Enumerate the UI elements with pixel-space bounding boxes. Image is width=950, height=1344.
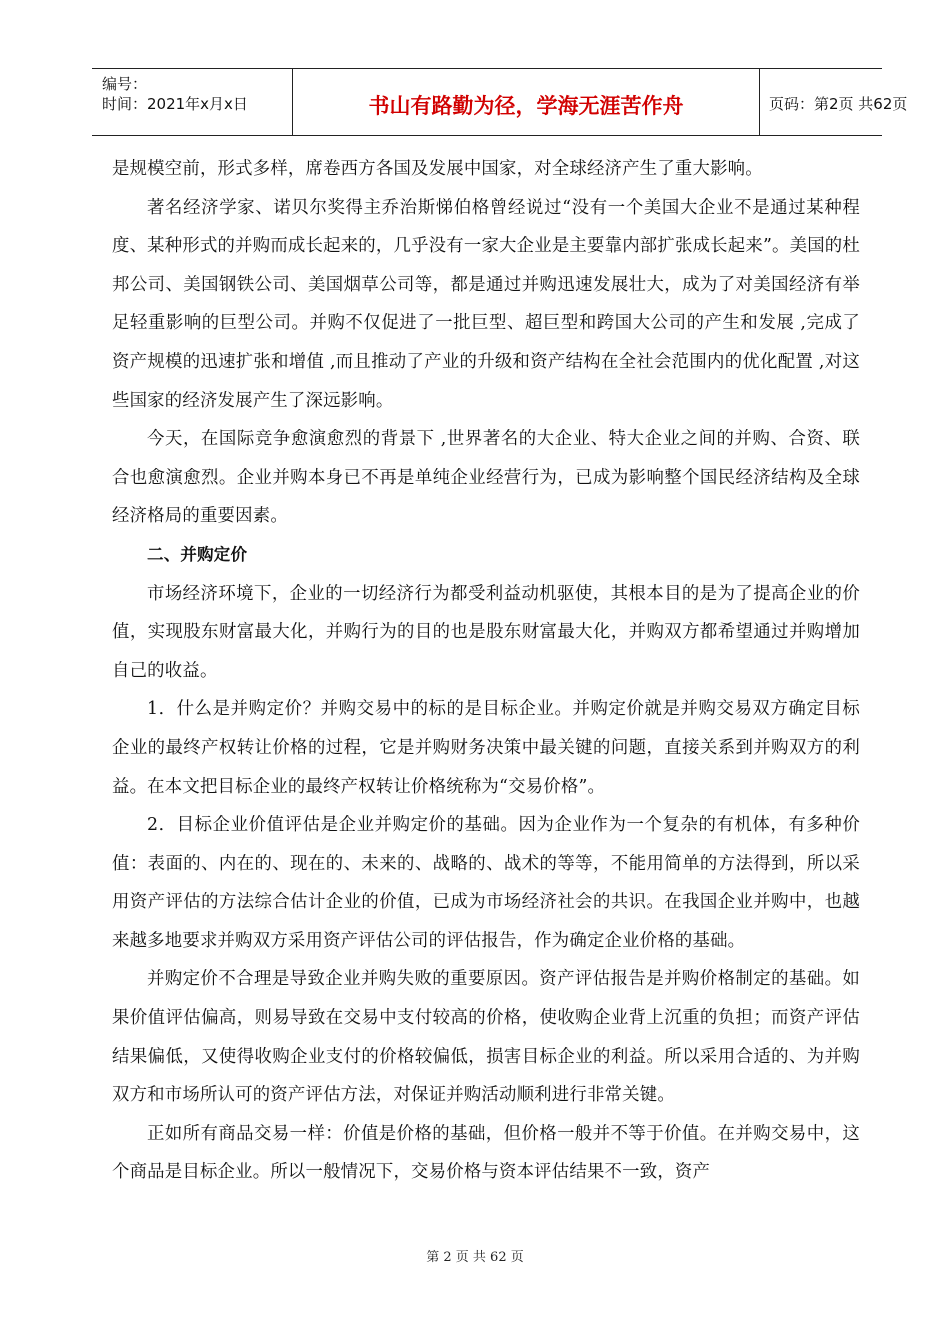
header-motto: 书山有路勤为径，学海无涯苦作舟 [368,94,684,118]
body-paragraph: 是规模空前，形式多样，席卷西方各国及发展中国家，对全球经济产生了重大影响。 [112,159,763,179]
document-number-label: 编号： [102,75,148,93]
body-paragraph: 市场经济环境下，企业的一切经济行为都受利益动机驱使，其根本目的是为了提高企业的价值，实现股东财富最大化，并购行为的目的也是股东财富最大化，并购双方都希望通过并购增加自己的收益。 [112,583,860,681]
body-paragraph: 并购定价不合理是导致企业并购失败的重要原因。资产评估报告是并购价格制定的基础。如果价值评估偏高，则易导致在交易中支付较高的价格，使收购企业背上沉重的负担；而资产评估结果偏低，又使得收购企业支付的价格较偏低，损害目标企业的利益。所以采用合适的、为并购双方和市场所认可的资产评估方法，对保证并购活动顺利进行非常关键。 [112,969,860,1106]
body-paragraph: 2．目标企业价值评估是企业并购定价的基础。因为企业作为一个复杂的有机体，有多种价值：表面的、内在的、现在的、未来的、战略的、战术的等等，不能用简单的方法得到，所以采用资产评估的方法综合估计企业的价值，已成为市场经济社会的共识。在我国企业并购中，也越来越多地要求并购双方采用资产评估公司的评估报告，作为确定企业价格的基础。 [112,815,860,951]
body-paragraph: 1．什么是并购定价？并购交易中的标的是目标企业。并购定价就是并购交易双方确定目标企业的最终产权转让价格的过程，它是并购财务决策中最关键的问题，直接关系到并购双方的利益。在本文把目标企业的最终产权转让价格统称为“交易价格”。 [112,699,860,797]
page-header [92,68,908,136]
body-paragraph: 著名经济学家、诺贝尔奖得主乔治斯悌伯格曾经说过“没有一个美国大企业不是通过某种程度、某种形式的并购而成长起来的，几乎没有一家大企业是主要靠内部扩张成长起来”。美国的杜邦公司、美国钢铁公司、美国烟草公司等，都是通过并购迅速发展壮大，成为了对美国经济有举足轻重影响的巨型公司。并购不仅促进了一批巨型、超巨型和跨国大公司的产生和发展 ,完成了资产规模的迅速扩张和增值 ,而且推动了产业的升级和资产结构在全社会范围内的优化配置 ,对这些国家的经济发展产生了深远影响。 [112,197,860,411]
header-meta-cell [92,69,292,135]
header-page-number: 页码：第2页 共62页 [769,95,908,113]
document-time-label: 时间：2021年x月x日 [102,95,248,113]
body-paragraph: 正如所有商品交易一样：价值是价格的基础，但价格一般并不等于价值。在并购交易中，这个商品是目标企业。所以一般情况下，交易价格与资本评估结果不一致，资产 [112,1123,860,1183]
header-motto-cell [292,69,760,135]
page-footer: 第 2 页 共 62 页 [426,1250,524,1265]
document-body [112,150,860,1192]
section-heading: 二、并购定价 [147,544,248,564]
header-page-cell [759,69,908,135]
body-paragraph: 今天，在国际竞争愈演愈烈的背景下 ,世界著名的大企业、特大企业之间的并购、合资、联合也愈演愈烈。企业并购本身已不再是单纯企业经营行为，已成为影响整个国民经济结构及全球经济格局的重要因素。 [112,429,860,527]
